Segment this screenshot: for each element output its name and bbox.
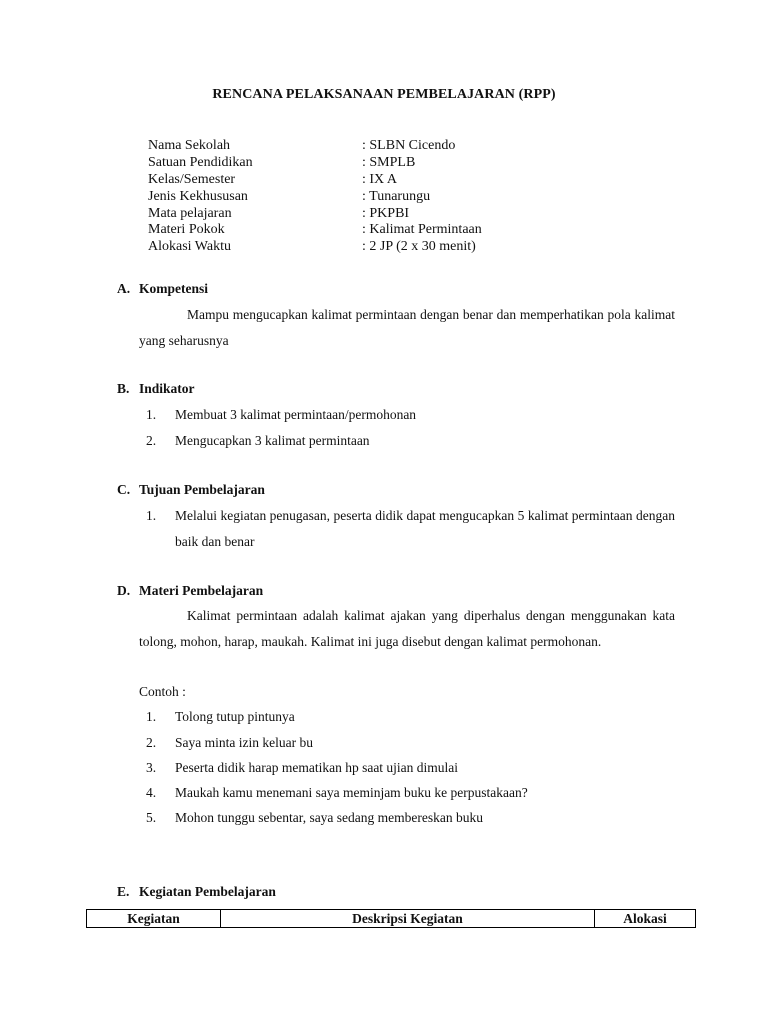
section-b-letter: B.	[117, 381, 130, 396]
list-text: Membuat 3 kalimat permintaan/permohonan	[175, 407, 417, 422]
list-text: Saya minta izin keluar bu	[175, 735, 313, 750]
info-value-kelas-semester: : IX A	[362, 172, 397, 187]
list-text: Maukah kamu menemani saya meminjam buku ke perpustakaan?	[175, 785, 528, 800]
list-number: 3.	[146, 760, 157, 775]
list-number: 5.	[146, 810, 157, 825]
section-b-title: Indikator	[139, 381, 195, 396]
section-a-title: Kompetensi	[139, 281, 208, 296]
list-number: 2.	[146, 433, 157, 448]
section-d-heading	[117, 583, 263, 599]
info-label-nama-sekolah: Nama Sekolah	[148, 138, 231, 153]
info-label-jenis-kekhususan: Jenis Kekhususan	[148, 189, 248, 204]
section-d-title: Materi Pembelajaran	[139, 583, 264, 598]
info-label-materi-pokok: Materi Pokok	[148, 222, 225, 237]
info-label-satuan-pendidikan: Satuan Pendidikan	[148, 155, 253, 170]
info-value-mata-pelajaran: : PKPBI	[362, 206, 410, 221]
column-header-alokasi: Alokasi	[595, 910, 696, 928]
section-b-heading	[117, 381, 195, 397]
list-text: Tolong tutup pintunya	[175, 709, 295, 724]
materi-text: Kalimat permintaan adalah kalimat ajakan yang diperhalus dengan menggunakan kata tolong, mohon, harap, maukah. Kalimat ini juga disebut dengan kalimat permohonan.	[139, 608, 675, 649]
list-text: Peserta didik harap mematikan hp saat ujian dimulai	[175, 760, 459, 775]
list-number: 1.	[146, 407, 157, 422]
list-item	[146, 755, 458, 781]
kegiatan-table	[86, 909, 696, 928]
section-c-heading	[117, 482, 265, 498]
column-header-deskripsi: Deskripsi Kegiatan	[221, 910, 595, 928]
info-value-alokasi-waktu: : 2 JP (2 x 30 menit)	[362, 239, 476, 254]
list-item	[146, 428, 370, 454]
list-number: 4.	[146, 785, 157, 800]
list-text: Mohon tunggu sebentar, saya sedang membereskan buku	[175, 810, 484, 825]
info-label-alokasi-waktu: Alokasi Waktu	[148, 239, 231, 254]
list-text: Mengucapkan 3 kalimat permintaan	[175, 433, 370, 448]
kompetensi-text: Mampu mengucapkan kalimat permintaan dengan benar dan memperhatikan pola kalimat yang seharusnya	[139, 307, 675, 348]
section-e-title: Kegiatan Pembelajaran	[139, 884, 276, 899]
section-a-letter: A.	[117, 281, 131, 296]
document-title: RENCANA PELAKSANAAN PEMBELAJARAN (RPP)	[212, 87, 556, 102]
table-header-row	[87, 910, 696, 928]
section-c-letter: C.	[117, 482, 131, 497]
section-c-title: Tujuan Pembelajaran	[139, 482, 265, 497]
list-item	[146, 730, 313, 756]
list-number: 1.	[146, 508, 157, 523]
section-a-heading	[117, 281, 208, 297]
column-header-kegiatan: Kegiatan	[87, 910, 221, 928]
list-item	[146, 402, 416, 428]
section-a-paragraph	[139, 302, 675, 354]
info-value-jenis-kekhususan: : Tunarungu	[362, 189, 431, 204]
info-value-nama-sekolah: : SLBN Cicendo	[362, 138, 456, 153]
list-text: Melalui kegiatan penugasan, peserta didik dapat mengucapkan 5 kalimat permintaan dengan baik dan benar	[175, 508, 675, 549]
section-d-paragraph	[139, 603, 675, 655]
list-number: 2.	[146, 735, 157, 750]
section-d-letter: D.	[117, 583, 131, 598]
info-value-satuan-pendidikan: : SMPLB	[362, 155, 416, 170]
info-label-kelas-semester: Kelas/Semester	[148, 172, 236, 187]
list-item	[146, 780, 528, 806]
section-e-letter: E.	[117, 884, 130, 899]
list-item	[146, 503, 675, 555]
list-number: 1.	[146, 709, 157, 724]
list-item	[146, 704, 295, 730]
section-e-heading	[117, 884, 276, 900]
list-item	[146, 805, 483, 831]
example-label: Contoh :	[139, 684, 186, 699]
info-label-mata-pelajaran: Mata pelajaran	[148, 206, 232, 221]
info-value-materi-pokok: : Kalimat Permintaan	[362, 222, 482, 237]
